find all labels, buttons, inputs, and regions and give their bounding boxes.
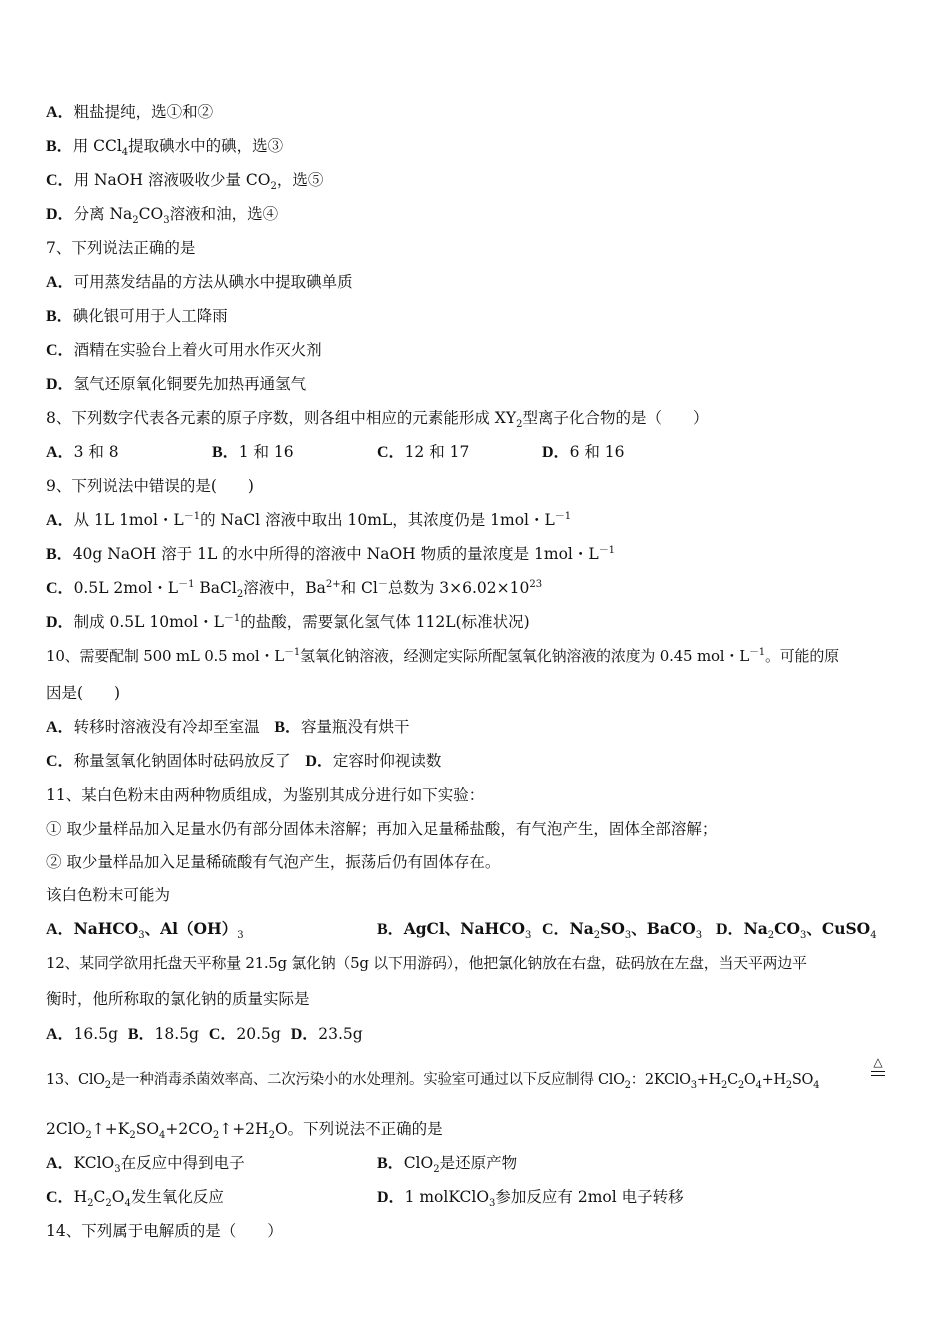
q10-options-ab: A．转移时溶液没有冷却至室温 B．容量瓶没有烘干 (46, 718, 410, 736)
q7-stem: 7、下列说法正确的是 (46, 239, 196, 257)
q12-stem-line2: 衡时，他所称取的氯化钠的质量实际是 (46, 990, 310, 1008)
q11-option-a: A．NaHCO$_3$、$Al(OH)_3$ (46, 919, 244, 942)
q9-option-b: B．40g NaOH 溶于 1L 的水中所得的溶液中 NaOH 物质的量浓度是 1mol・$L^{-1}$ (46, 544, 616, 563)
q9-stem: 9、下列说法中错误的是( ) (46, 477, 254, 495)
q13-option-a: A．KClO$_3$在反应中得到电子 (46, 1154, 245, 1176)
q11-stem: 11、某白色粉末由两种物质组成，为鉴别其成分进行如下实验： (46, 786, 485, 804)
q9-option-c: C．0.5L 2mol・$L^{-1}$ BaCl$_2$溶液中，$Ba^{2+}$和 Cl－总数为 $3\times 6.02\times 10^{23}$ (46, 578, 543, 601)
q8-option-b: B．1 和 16 (212, 443, 294, 461)
q8-option-c: C．12 和 17 (377, 443, 470, 461)
q11-option-d: D．$Na_2CO_3$、CuSO$_4$ (716, 919, 877, 942)
q13-option-b: B．ClO$_2$是还原产物 (377, 1154, 518, 1176)
q10-stem-line2: 因是( ) (46, 684, 121, 702)
q6-option-d: D．分离 $Na_2CO_3$溶液和油，选④ (46, 205, 279, 227)
q11-question: 该白色粉末可能为 (46, 886, 171, 904)
q7-option-a: A．可用蒸发结晶的方法从碘水中提取碘单质 (46, 273, 353, 291)
q8-option-d: D．6 和 16 (542, 443, 625, 461)
q6-option-c: C．用 NaOH 溶液吸收少量 $CO_2$，选⑤ (46, 171, 324, 193)
q13-option-d: D．1 molKClO$_3$参加反应有 2mol 电子转移 (377, 1188, 684, 1210)
q10-options-cd: C．称量氢氧化钠固体时砝码放反了 D．定容时仰视读数 (46, 752, 442, 770)
q13-option-c: C．$H_2C_2O_4$发生氧化反应 (46, 1188, 224, 1210)
q11-step2: ② 取少量样品加入足量稀硫酸有气泡产生，振荡后仍有固体存在。 (46, 853, 501, 871)
q11-option-c: C．$Na_2SO_3$、BaCO$_3$ (542, 919, 703, 942)
q13-stem-line1: 13、ClO$_2$是一种消毒杀菌效率高、二次污染小的水处理剂。实验室可通过以下反应制得 ClO$_2$：$2KClO_3+H_2C_2O_4+H_2SO_4$ (46, 1072, 820, 1091)
q7-option-b: B．碘化银可用于人工降雨 (46, 307, 228, 325)
q8-option-a: A．3 和 8 (46, 443, 119, 461)
q11-option-b: B．AgCl、NaHCO$_3$ (377, 919, 532, 942)
q9-option-a: A．从 1L 1mol・$L^{-1}$的 NaCl 溶液中取出 10mL，其浓度仍是 1mol・$L^{-1}$ (46, 510, 572, 529)
reaction-heat-sign: △ (871, 1056, 885, 1076)
q9-option-d: D．制成 0.5L 10mol・$L^{-1}$的盐酸，需要氯化氢气体 112L(标准状况) (46, 612, 530, 631)
q12-stem-line1: 12、某同学欲用托盘天平称量 21.5g 氯化钠（5g 以下用游码），他把氯化钠放在右盘，砝码放在左盘，当天平两边平 (46, 954, 807, 972)
q11-step1: ① 取少量样品加入足量水仍有部分固体未溶解；再加入足量稀盐酸，有气泡产生，固体全部溶解； (46, 820, 718, 838)
q12-options: A．16.5g B．18.5g C．20.5g D．23.5g (46, 1025, 363, 1043)
q6-option-a: A．粗盐提纯，选①和② (46, 103, 214, 121)
q7-option-d: D．氢气还原氧化铜要先加热再通氢气 (46, 375, 307, 393)
q13-stem-line2: $2ClO_2↑+K_2SO_4+2CO_2↑+2H_2O$。下列说法不正确的是 (46, 1120, 443, 1142)
q10-stem-line1: 10、需要配制 500 mL 0.5 mol・$L^{-1}$氢氧化钠溶液，经测定实际所配氢氧化钠溶液的浓度为 0.45 mol・$L^{-1}$。可能的原 (46, 647, 839, 665)
q8-stem: 8、下列数字代表各元素的原子序数，则各组中相应的元素能形成 $XY_2$型离子化合物的是（ ） (46, 409, 709, 431)
q14-stem: 14、下列属于电解质的是（ ） (46, 1222, 283, 1240)
q7-option-c: C．酒精在实验台上着火可用水作灭火剂 (46, 341, 322, 359)
q6-option-b: B．用 CCl$_4$提取碘水中的碘，选③ (46, 137, 284, 159)
